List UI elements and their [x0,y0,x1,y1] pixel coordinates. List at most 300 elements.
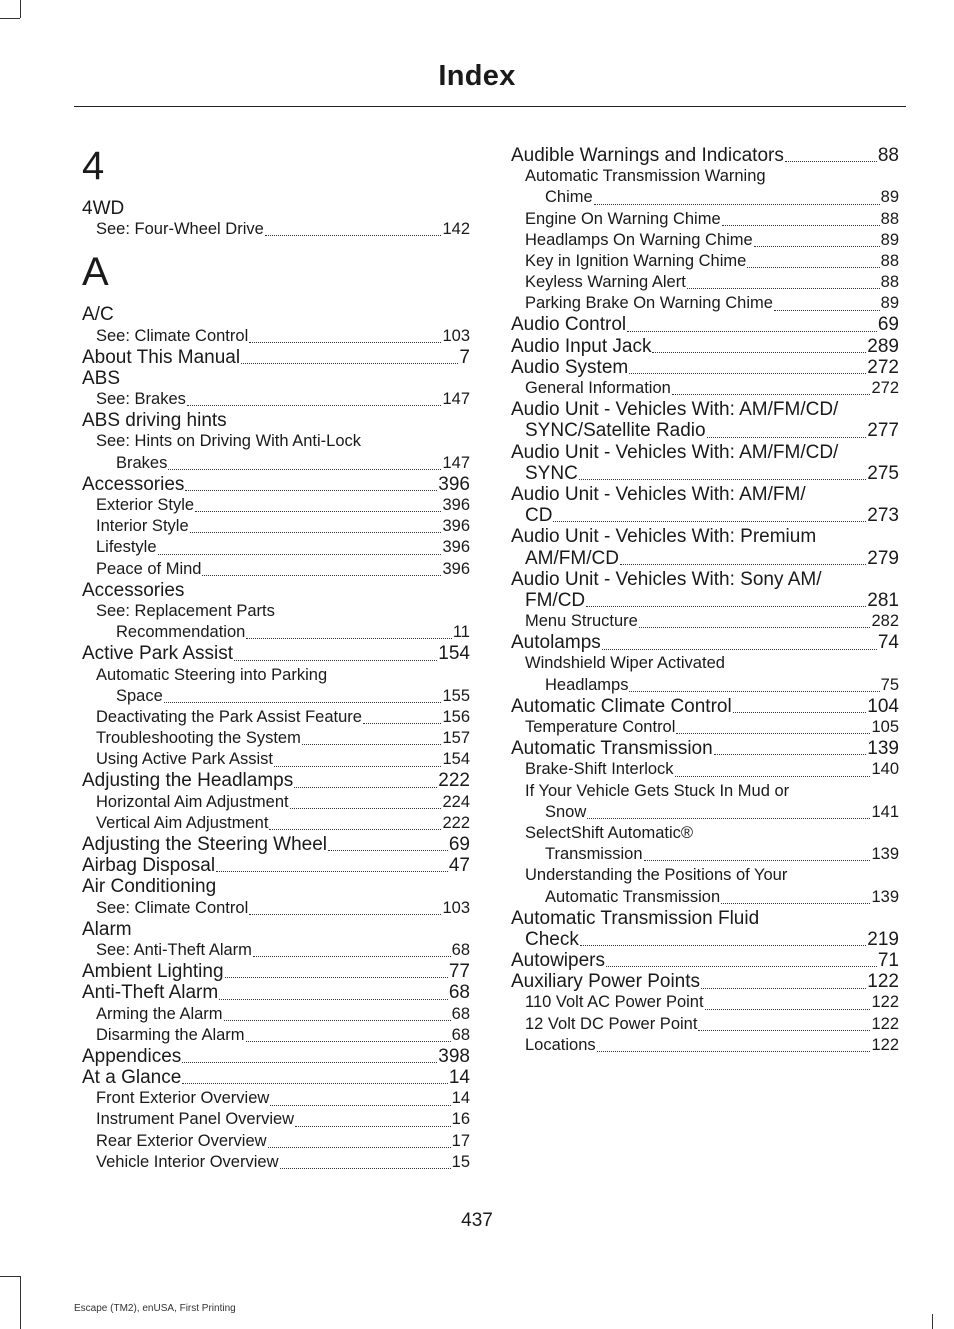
dot-leader [587,818,870,819]
index-entry [82,347,470,368]
entry-text: Menu Structure [525,612,638,631]
dot-leader [187,405,442,406]
entry-text: Space [116,686,163,705]
crop-mark-bottom-left-vertical [20,1276,21,1329]
entry-text: A/C [82,304,114,326]
entry-text: See: Replacement Parts [96,601,275,620]
dot-leader [202,575,441,576]
index-subentry [511,802,899,823]
entry-text: Key in Ignition Warning Chime [525,251,747,270]
entry-text: Audio Unit - Vehicles With: AM/FM/CD/ [511,441,839,463]
index-subentry [82,792,470,813]
entry-text: ABS driving hints [82,410,227,432]
index-entry [511,548,899,569]
entry-page-number: 71 [877,950,899,972]
entry-page-number: 68 [448,982,470,1004]
entry-text: See: Brakes [96,390,186,409]
entry-text: Vertical Aim Adjustment [96,813,269,832]
entry-text: Audio Control [511,314,627,336]
entry-page-number: 103 [442,326,470,345]
entry-page-number: 279 [867,547,899,569]
index-subentry [82,1110,470,1131]
entry-page-number: 224 [442,792,470,811]
dot-leader [168,469,441,470]
entry-text: Arming the Alarm [96,1004,223,1023]
index-entry [82,198,470,219]
entry-text: Headlamps [545,675,629,694]
index-entry [82,876,470,897]
entry-page-number: 154 [442,750,470,769]
index-subentry [82,940,470,961]
entry-text: Check [525,928,579,950]
entry-page-number: 273 [867,505,899,527]
index-subentry [82,559,470,580]
index-subentry [511,251,899,272]
dot-leader [553,521,866,522]
entry-page-number: 14 [448,1067,470,1089]
dot-leader [190,532,442,533]
entry-text: 4WD [82,197,125,219]
dot-leader [302,744,442,745]
index-subentry [82,219,470,240]
entry-text: At a Glance [82,1067,182,1089]
entry-page-number: 68 [451,940,470,959]
entry-page-number: 154 [438,643,470,665]
dot-leader [246,1041,451,1042]
index-subentry [511,1035,899,1056]
index-entry [82,643,470,664]
dot-leader [224,1020,451,1021]
entry-page-number: 141 [871,802,899,821]
entry-page-number: 15 [451,1152,470,1171]
dot-leader [241,363,458,364]
entry-page-number: 155 [442,686,470,705]
entry-text: Instrument Panel Overview [96,1110,295,1129]
index-subentry [82,707,470,728]
dot-leader [714,754,867,755]
dot-leader [675,776,871,777]
entry-page-number: 272 [867,356,899,378]
entry-page-number: 122 [871,1035,899,1054]
entry-page-number: 156 [442,707,470,726]
index-subentry [511,823,899,844]
index-entry [511,463,899,484]
index-entry [82,982,470,1003]
entry-page-number: 105 [871,718,899,737]
entry-text: Active Park Assist [82,643,233,665]
dot-leader [268,1147,451,1148]
entry-text: Ambient Lighting [82,961,224,983]
index-subentry [511,230,899,251]
entry-text: AM/FM/CD [525,547,619,569]
dot-leader [747,267,879,268]
index-column-left [82,134,470,1173]
entry-page-number: 47 [448,855,470,877]
dot-leader [672,394,871,395]
entry-page-number: 396 [438,473,470,495]
index-entry [511,505,899,526]
entry-page-number: 139 [871,845,899,864]
dot-leader [185,490,437,491]
entry-text: Chime [545,188,593,207]
entry-text: Automatic Transmission [545,887,721,906]
index-entry [511,908,899,929]
entry-page-number: 11 [452,623,470,642]
index-subentry [82,622,470,643]
index-subentry [511,717,899,738]
entry-page-number: 219 [867,928,899,950]
entry-page-number: 281 [867,589,899,611]
entry-text: Snow [545,802,587,821]
dot-leader [705,1009,871,1010]
index-entry [82,855,470,876]
entry-text: See: Anti-Theft Alarm [96,940,252,959]
entry-text: 110 Volt AC Power Point [525,993,704,1012]
index-subentry [82,495,470,516]
crop-mark-bottom-left [0,1276,20,1277]
index-entry [511,569,899,590]
index-subentry [82,686,470,707]
dot-leader [158,554,442,555]
entry-text: Engine On Warning Chime [525,209,721,228]
index-subentry [82,898,470,919]
dot-leader [721,903,870,904]
entry-text: Deactivating the Park Assist Feature [96,707,362,726]
index-entry [511,399,899,420]
dot-leader [234,660,437,661]
entry-page-number: 272 [871,379,899,398]
dot-leader [676,733,870,734]
index-subentry [82,537,470,558]
index-subentry [82,1025,470,1046]
index-subentry [82,601,470,622]
index-entry [82,961,470,982]
entry-page-number: 69 [877,314,899,336]
index-subentry [511,781,899,802]
entry-text: Accessories [82,579,185,601]
index-entry [511,590,899,611]
entry-text: Disarming the Alarm [96,1025,245,1044]
index-subentry [511,611,899,632]
dot-leader [328,850,448,851]
entry-page-number: 222 [438,770,470,792]
index-entry [511,442,899,463]
entry-text: General Information [525,379,671,398]
index-entry [511,971,899,992]
entry-page-number: 122 [871,1014,899,1033]
entry-page-number: 77 [448,961,470,983]
index-subentry [82,813,470,834]
entry-text: Automatic Transmission [511,738,713,760]
entry-text: Parking Brake On Warning Chime [525,294,773,313]
index-subentry [82,728,470,749]
entry-page-number: 147 [442,453,470,472]
dot-leader [270,1105,450,1106]
entry-text: Autowipers [511,950,605,972]
index-entry [82,410,470,431]
dot-leader [294,787,437,788]
dot-leader [269,829,441,830]
entry-page-number: 289 [867,335,899,357]
entry-page-number: 88 [880,251,899,270]
entry-text: Audible Warnings and Indicators [511,144,784,166]
dot-leader [639,627,871,628]
dot-leader [164,702,442,703]
entry-text: Audio Unit - Vehicles With: Sony AM/ [511,568,822,590]
index-subentry [511,887,899,908]
entry-page-number: 396 [442,538,470,557]
section-letter: 4 [82,144,105,188]
entry-text: Automatic Steering into Parking [96,665,328,684]
entry-page-number: 17 [451,1131,470,1150]
entry-text: Airbag Disposal [82,855,216,877]
entry-page-number: 396 [442,496,470,515]
entry-text: Adjusting the Steering Wheel [82,834,328,856]
entry-text: Front Exterior Overview [96,1089,270,1108]
entry-page-number: 68 [451,1004,470,1023]
index-entry [511,929,899,950]
entry-text: Vehicle Interior Overview [96,1152,279,1171]
dot-leader [754,246,880,247]
entry-text: FM/CD [525,589,586,611]
index-subentry [82,1088,470,1109]
dot-leader [629,691,879,692]
entry-text: Recommendation [116,623,246,642]
index-subentry [511,378,899,399]
index-subentry [511,209,899,230]
index-subentry [82,1004,470,1025]
entry-text: SelectShift Automatic® [525,823,694,842]
page-title: Index [438,60,516,92]
entry-page-number: 139 [867,738,899,760]
index-entry [511,950,899,971]
dot-leader [274,766,441,767]
dot-leader [652,352,866,353]
index-entry [82,474,470,495]
crop-mark-bottom-right [932,1314,933,1329]
entry-page-number: 142 [442,220,470,239]
entry-page-number: 75 [880,675,899,694]
entry-text: Appendices [82,1045,182,1067]
entry-text: Interior Style [96,517,189,536]
index-entry [511,526,899,547]
entry-page-number: 89 [880,188,899,207]
index-entry [82,580,470,601]
entry-text: Audio Unit - Vehicles With: Premium [511,526,817,548]
entry-text: About This Manual [82,346,241,368]
entry-page-number: 88 [877,144,899,166]
entry-page-number: 277 [867,420,899,442]
entry-text: See: Four-Wheel Drive [96,220,264,239]
index-subentry [511,1014,899,1035]
index-subentry [511,166,899,187]
index-subentry [82,1152,470,1173]
entry-text: Automatic Transmission Warning [525,167,766,186]
entry-page-number: 104 [867,695,899,717]
dot-leader [629,373,866,374]
index-subentry [82,1131,470,1152]
entry-text: Autolamps [511,632,601,654]
entry-text: Accessories [82,473,185,495]
index-subentry [511,187,899,208]
dot-leader [774,310,880,311]
index-entry [511,696,899,717]
index-entry [511,420,899,441]
entry-text: Exterior Style [96,496,195,515]
dot-leader [253,956,451,957]
index-entry [82,1067,470,1088]
dot-leader [687,288,880,289]
entry-text: Headlamps On Warning Chime [525,230,753,249]
dot-leader [707,437,867,438]
entry-text: Understanding the Positions of Your [525,866,788,885]
page-number: 437 [461,1210,493,1231]
index-entry [82,1046,470,1067]
entry-text: Lifestyle [96,538,157,557]
entry-text: If Your Vehicle Gets Stuck In Mud or [525,781,790,800]
dot-leader [290,808,442,809]
dot-leader [579,479,867,480]
index-subentry [511,865,899,886]
entry-page-number: 282 [871,612,899,631]
entry-text: Rear Exterior Overview [96,1131,267,1150]
entry-page-number: 16 [451,1110,470,1129]
entry-text: See: Hints on Driving With Anti-Lock [96,432,362,451]
entry-text: Troubleshooting the System [96,729,301,748]
dot-leader [620,564,866,565]
dot-leader [246,638,452,639]
entry-page-number: 14 [451,1089,470,1108]
entry-page-number: 396 [442,559,470,578]
index-entry [82,304,470,325]
entry-page-number: 398 [438,1045,470,1067]
entry-page-number: 139 [871,887,899,906]
dot-leader [225,977,448,978]
entry-text: SYNC [525,462,578,484]
dot-leader [785,161,877,162]
entry-text: Audio Input Jack [511,335,652,357]
dot-leader [698,1030,870,1031]
entry-text: Auxiliary Power Points [511,971,701,993]
dot-leader [580,945,866,946]
index-column-right [511,145,899,1056]
entry-text: Automatic Transmission Fluid [511,907,760,929]
index-entry [511,336,899,357]
entry-page-number: 88 [880,209,899,228]
entry-page-number: 7 [459,346,470,368]
entry-page-number: 396 [442,517,470,536]
entry-text: ABS [82,367,121,389]
dot-leader [722,225,880,226]
entry-page-number: 122 [871,993,899,1012]
dot-leader [597,1051,871,1052]
index-entry [82,368,470,389]
index-subentry [511,844,899,865]
index-entry [511,145,899,166]
dot-leader [733,712,867,713]
entry-text: 12 Volt DC Power Point [525,1014,698,1033]
dot-leader [265,235,442,236]
entry-page-number: 103 [442,898,470,917]
dot-leader [195,511,441,512]
entry-text: Audio Unit - Vehicles With: AM/FM/CD/ [511,399,839,421]
entry-page-number: 222 [442,813,470,832]
dot-leader [606,966,877,967]
index-subentry [511,654,899,675]
entry-page-number: 147 [442,390,470,409]
entry-text: Anti-Theft Alarm [82,982,219,1004]
section-letter: A [82,250,109,295]
index-entry [511,357,899,378]
entry-page-number: 122 [867,971,899,993]
entry-page-number: 74 [877,632,899,654]
entry-page-number: 69 [448,834,470,856]
dot-leader [644,860,871,861]
entry-text: Automatic Climate Control [511,695,732,717]
entry-text: CD [525,505,553,527]
entry-page-number: 88 [880,273,899,292]
entry-text: Keyless Warning Alert [525,273,686,292]
dot-leader [216,871,448,872]
index-subentry [511,759,899,780]
index-subentry [511,272,899,293]
dot-leader [280,1168,451,1169]
dot-leader [249,342,441,343]
header-divider [74,106,906,107]
index-entry [511,315,899,336]
entry-text: Brake-Shift Interlock [525,760,674,779]
entry-text: Audio System [511,356,629,378]
index-subentry [82,749,470,770]
dot-leader [219,999,448,1000]
index-subentry [511,293,899,314]
dot-leader [182,1083,448,1084]
entry-text: Using Active Park Assist [96,750,273,769]
index-subentry [82,326,470,347]
dot-leader [701,988,866,989]
index-subentry [82,516,470,537]
index-subentry [82,432,470,453]
index-entry [82,771,470,792]
entry-text: Locations [525,1035,596,1054]
dot-leader [586,606,866,607]
entry-text: SYNC/Satellite Radio [525,420,706,442]
dot-leader [182,1062,437,1063]
index-subentry [511,993,899,1014]
entry-text: See: Climate Control [96,326,249,345]
dot-leader [249,914,441,915]
entry-text: Horizontal Aim Adjustment [96,792,289,811]
index-entry [511,632,899,653]
entry-text: Brakes [116,453,168,472]
entry-page-number: 157 [442,729,470,748]
index-entry [82,919,470,940]
entry-text: See: Climate Control [96,898,249,917]
crop-mark-top-left-vertical [20,0,21,18]
dot-leader [363,723,442,724]
dot-leader [602,649,877,650]
entry-text: Peace of Mind [96,559,202,578]
dot-leader [594,204,880,205]
entry-page-number: 89 [880,294,899,313]
print-info: Escape (TM2), enUSA, First Printing [74,1303,236,1314]
entry-text: Adjusting the Headlamps [82,770,294,792]
entry-page-number: 140 [871,760,899,779]
index-entry [82,834,470,855]
entry-text: Air Conditioning [82,876,217,898]
entry-text: Windshield Wiper Activated [525,654,725,673]
entry-text: Audio Unit - Vehicles With: AM/FM/ [511,483,806,505]
